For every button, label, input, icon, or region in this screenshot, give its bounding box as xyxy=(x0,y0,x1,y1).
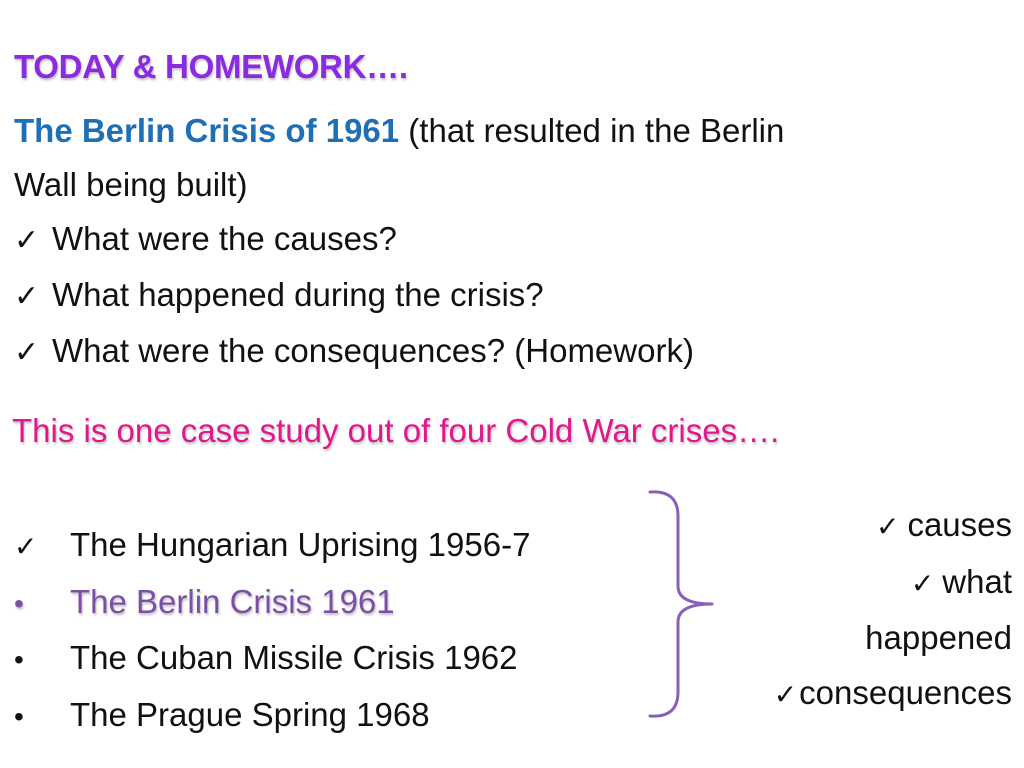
bullet-icon: • xyxy=(14,700,24,732)
question-text: What were the causes? xyxy=(52,220,397,257)
topic-description-line1: (that resulted in the Berlin xyxy=(399,112,785,149)
check-icon: ✓ xyxy=(875,511,900,542)
aspect-item xyxy=(692,555,1012,612)
aspect-label: causes xyxy=(907,506,1012,543)
check-icon: ✓ xyxy=(910,567,935,599)
check-icon: ✓ xyxy=(14,280,40,313)
crisis-label: The Prague Spring 1968 xyxy=(70,695,430,733)
crisis-label: The Cuban Missile Crisis 1962 xyxy=(70,639,518,676)
aspect-label: consequences xyxy=(799,673,1012,711)
crisis-label: The Berlin Crisis 1961 xyxy=(70,582,395,620)
check-icon: ✓ xyxy=(14,336,40,369)
crisis-item xyxy=(14,631,530,688)
aspect-item xyxy=(692,666,1012,723)
crisis-aspects-list xyxy=(692,498,1012,722)
topic-description-line2: Wall being built) xyxy=(14,166,248,203)
check-icon: ✓ xyxy=(14,531,38,562)
question-checklist xyxy=(14,212,1004,380)
aspect-item-continued xyxy=(692,611,1012,666)
question-item xyxy=(14,268,1004,324)
bullet-icon: • xyxy=(14,587,24,619)
check-icon: ✓ xyxy=(14,224,40,257)
slide-heading: TODAY & HOMEWORK…. xyxy=(14,48,408,85)
aspect-item xyxy=(692,498,1012,555)
question-item xyxy=(14,324,1004,380)
crises-list xyxy=(14,518,530,744)
aspect-label: what xyxy=(942,562,1012,600)
check-icon: ✓ xyxy=(773,678,798,710)
topic-title: The Berlin Crisis of 1961 xyxy=(14,112,400,149)
question-text: What were the consequences? (Homework) xyxy=(52,332,694,369)
intro-text xyxy=(14,104,1004,212)
crisis-item xyxy=(14,688,530,745)
bullet-icon: • xyxy=(14,644,24,675)
crisis-label: The Hungarian Uprising 1956-7 xyxy=(70,526,531,563)
case-study-subheading: This is one case study out of four Cold War crises…. xyxy=(12,412,780,449)
aspect-label: happened xyxy=(865,619,1012,656)
crisis-item xyxy=(14,518,530,575)
question-text: What happened during the crisis? xyxy=(52,276,544,313)
question-item xyxy=(14,212,1004,268)
crisis-item-current xyxy=(14,575,530,632)
